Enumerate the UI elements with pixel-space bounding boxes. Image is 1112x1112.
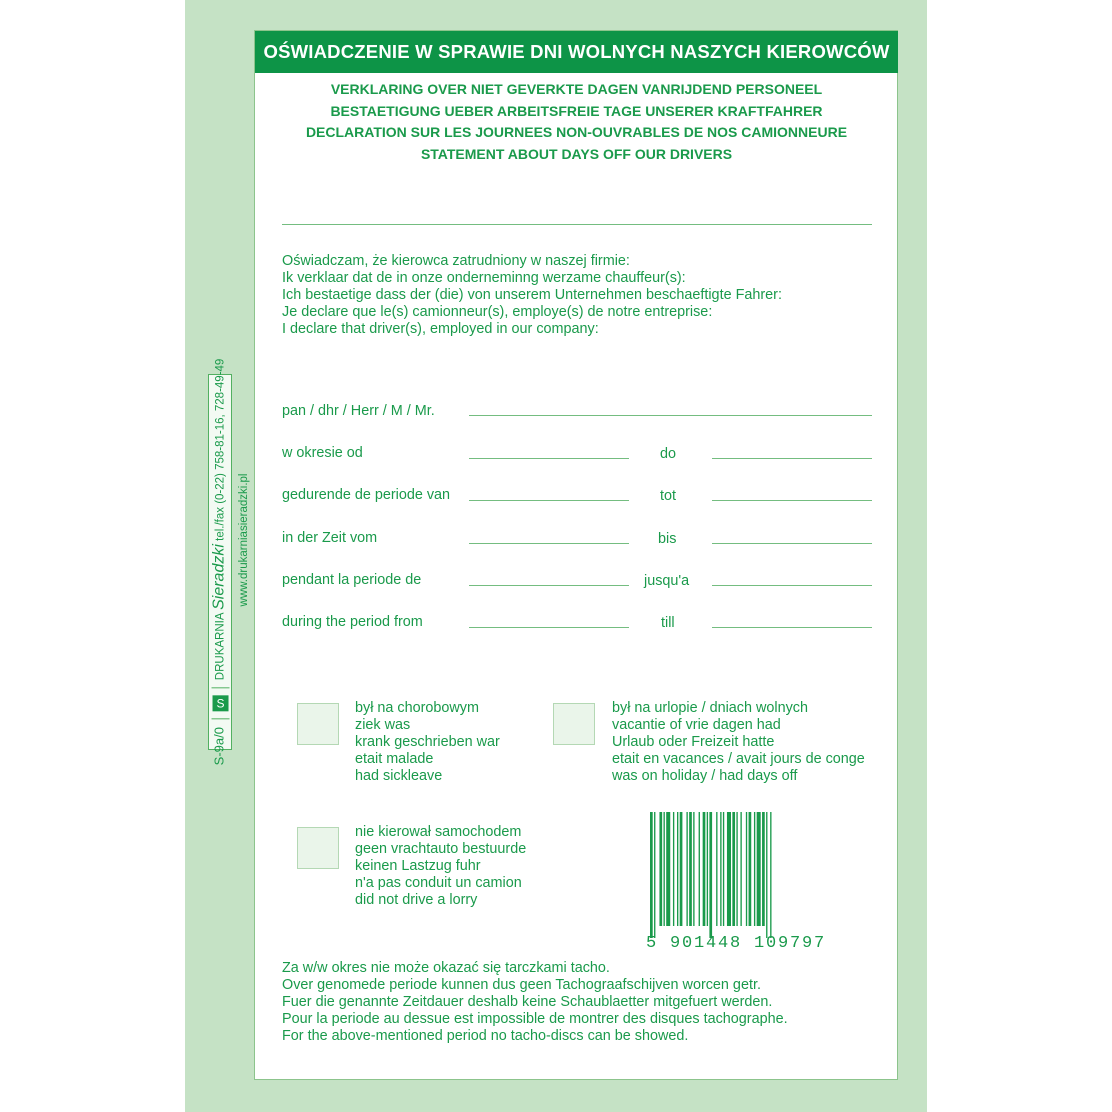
footer-note <box>282 960 788 1045</box>
period-to-label: tot <box>660 488 676 504</box>
period-from-line[interactable] <box>469 627 629 628</box>
barcode-bar <box>673 812 674 926</box>
barcode-bar <box>666 812 670 926</box>
barcode-bar <box>749 812 752 926</box>
barcode-bar <box>664 812 665 926</box>
declaration-line: Ik verklaar dat de in onze onderneminng werzame chauffeur(s): <box>282 270 686 286</box>
period-from-label: during the period from <box>282 614 423 630</box>
printer-prefix: DRUKARNIA <box>214 613 227 681</box>
sick-checkbox[interactable] <box>297 703 339 745</box>
period-from-line[interactable] <box>469 543 629 544</box>
option-line: vacantie of vrie dagen had <box>612 717 781 733</box>
period-from-line[interactable] <box>469 500 629 501</box>
barcode <box>648 812 826 938</box>
subtitle-en: STATEMENT ABOUT DAYS OFF OUR DRIVERS <box>420 145 733 162</box>
footer-line: For the above-mentioned period no tacho-discs can be showed. <box>282 1028 689 1044</box>
barcode-bar <box>703 812 706 926</box>
period-to-label: bis <box>658 531 677 547</box>
option-line: był na chorobowym <box>355 700 479 716</box>
declaration-line: Ich bestaetige dass der (die) von unserem Unternehmen beschaeftigte Fahrer: <box>282 287 782 303</box>
barcode-bar <box>720 812 721 926</box>
period-to-line[interactable] <box>712 585 872 586</box>
period-to-line[interactable] <box>712 458 872 459</box>
barcode-bar <box>740 812 741 926</box>
barcode-bar <box>709 812 712 938</box>
declaration-line: Oświadczam, że kierowca zatrudniony w naszej firmie: <box>282 253 630 269</box>
barcode-bar <box>686 812 687 926</box>
printer-logo-icon: S <box>212 696 228 712</box>
subtitle-nl: VERKLARING OVER NIET GEVERKTE DAGEN VANRIJDEND PERSONEEL <box>330 81 823 97</box>
period-to-line[interactable] <box>712 627 872 628</box>
option-line: was on holiday / had days off <box>612 768 798 784</box>
holiday-checkbox[interactable] <box>553 703 595 745</box>
period-to-label: till <box>661 615 675 631</box>
barcode-bar <box>766 812 767 938</box>
subtitle-fr: DECLARATION SUR LES JOURNEES NON-OUVRABLES DE NOS CAMIONNEURE <box>305 124 848 140</box>
barcode-bar <box>762 812 765 926</box>
barcode-bar <box>707 812 708 926</box>
form-title: OŚWIADCZENIE W SPRAWIE DNI WOLNYCH NASZYCH KIEROWCÓW <box>255 31 898 73</box>
barcode-bar <box>727 812 731 926</box>
footer-line: Over genomede periode kunnen dus geen Tachograafschijven worcen getr. <box>282 977 761 993</box>
option-line: Urlaub oder Freizeit hatte <box>612 734 775 750</box>
period-from-label: pendant la periode de <box>282 572 422 588</box>
period-to-line[interactable] <box>712 543 872 544</box>
holiday-option-label <box>612 700 865 785</box>
option-line: keinen Lastzug fuhr <box>355 858 481 874</box>
subtitle-de: BESTAETIGUNG UEBER ARBEITSFREIE TAGE UNSERER KRAFTFAHRER <box>330 102 823 119</box>
declaration-line: Je declare que le(s) camionneur(s), employe(s) de notre entreprise: <box>282 304 713 320</box>
period-from-label: in der Zeit vom <box>282 530 378 546</box>
driver-label: pan / dhr / Herr / M / Mr. <box>282 403 435 419</box>
option-line: nie kierował samochodem <box>355 824 522 840</box>
option-line: był na urlopie / dniach wolnych <box>612 700 808 716</box>
option-line: etait en vacances / avait jours de conge <box>612 751 865 767</box>
form-code: S-9a/0 <box>211 727 227 766</box>
footer-line: Pour la periode au dessue est impossible de montrer des disques tachographe. <box>282 1011 788 1027</box>
barcode-bar <box>757 812 761 926</box>
barcode-bar <box>746 812 747 926</box>
barcode-bar <box>659 812 662 926</box>
printer-website: www.drukarniasieradzki.pl <box>238 473 250 607</box>
no-drive-checkbox[interactable] <box>297 827 339 869</box>
period-from-label: w okresie od <box>282 445 363 461</box>
driver-name-line[interactable] <box>469 415 872 416</box>
no-drive-option-label <box>355 824 526 909</box>
option-line: had sickleave <box>355 768 443 784</box>
divider <box>211 719 229 720</box>
option-line: ziek was <box>355 717 411 733</box>
option-line: geen vrachtauto bestuurde <box>355 841 527 857</box>
barcode-bar <box>723 812 724 926</box>
barcode-bar <box>677 812 678 926</box>
barcode-bar <box>770 812 771 938</box>
option-line: krank geschrieben war <box>355 734 500 750</box>
option-line: n'a pas conduit un camion <box>355 875 522 891</box>
period-from-line[interactable] <box>469 585 629 586</box>
barcode-bar <box>654 812 655 938</box>
option-line: did not drive a lorry <box>355 892 478 908</box>
footer-line: Fuer die genannte Zeitdauer deshalb keine Schaublaetter mitgefuert werden. <box>282 994 773 1010</box>
barcode-bar <box>716 812 717 926</box>
printer-phone: tel./fax (0-22) 758-81-16, 728-49-49 <box>214 358 227 541</box>
period-from-label: gedurende de periode van <box>282 487 451 503</box>
form-subtitles <box>255 79 898 165</box>
option-line: etait malade <box>355 751 434 767</box>
barcode-bar <box>699 812 700 926</box>
barcode-bar <box>650 812 653 938</box>
barcode-bar <box>732 812 735 926</box>
barcode-bar <box>680 812 683 926</box>
declaration-line: I declare that driver(s), employed in our company: <box>282 321 599 337</box>
printer-imprint <box>211 359 230 766</box>
barcode-bar <box>754 812 755 926</box>
barcode-bar <box>689 812 692 926</box>
declaration-text <box>282 253 782 338</box>
period-to-label: do <box>660 446 677 462</box>
footer-line: Za w/w okres nie może okazać się tarczkami tacho. <box>282 960 610 976</box>
barcode-bar <box>693 812 694 926</box>
barcode-bar <box>736 812 737 926</box>
divider <box>211 687 229 688</box>
period-to-line[interactable] <box>712 500 872 501</box>
period-to-label: jusqu'a <box>644 573 690 589</box>
sick-option-label <box>355 700 500 785</box>
period-from-line[interactable] <box>469 458 629 459</box>
company-name-line[interactable] <box>282 224 872 225</box>
printer-name: Sieradzki <box>210 544 228 610</box>
barcode-number: 5 901448 109797 <box>646 934 827 953</box>
